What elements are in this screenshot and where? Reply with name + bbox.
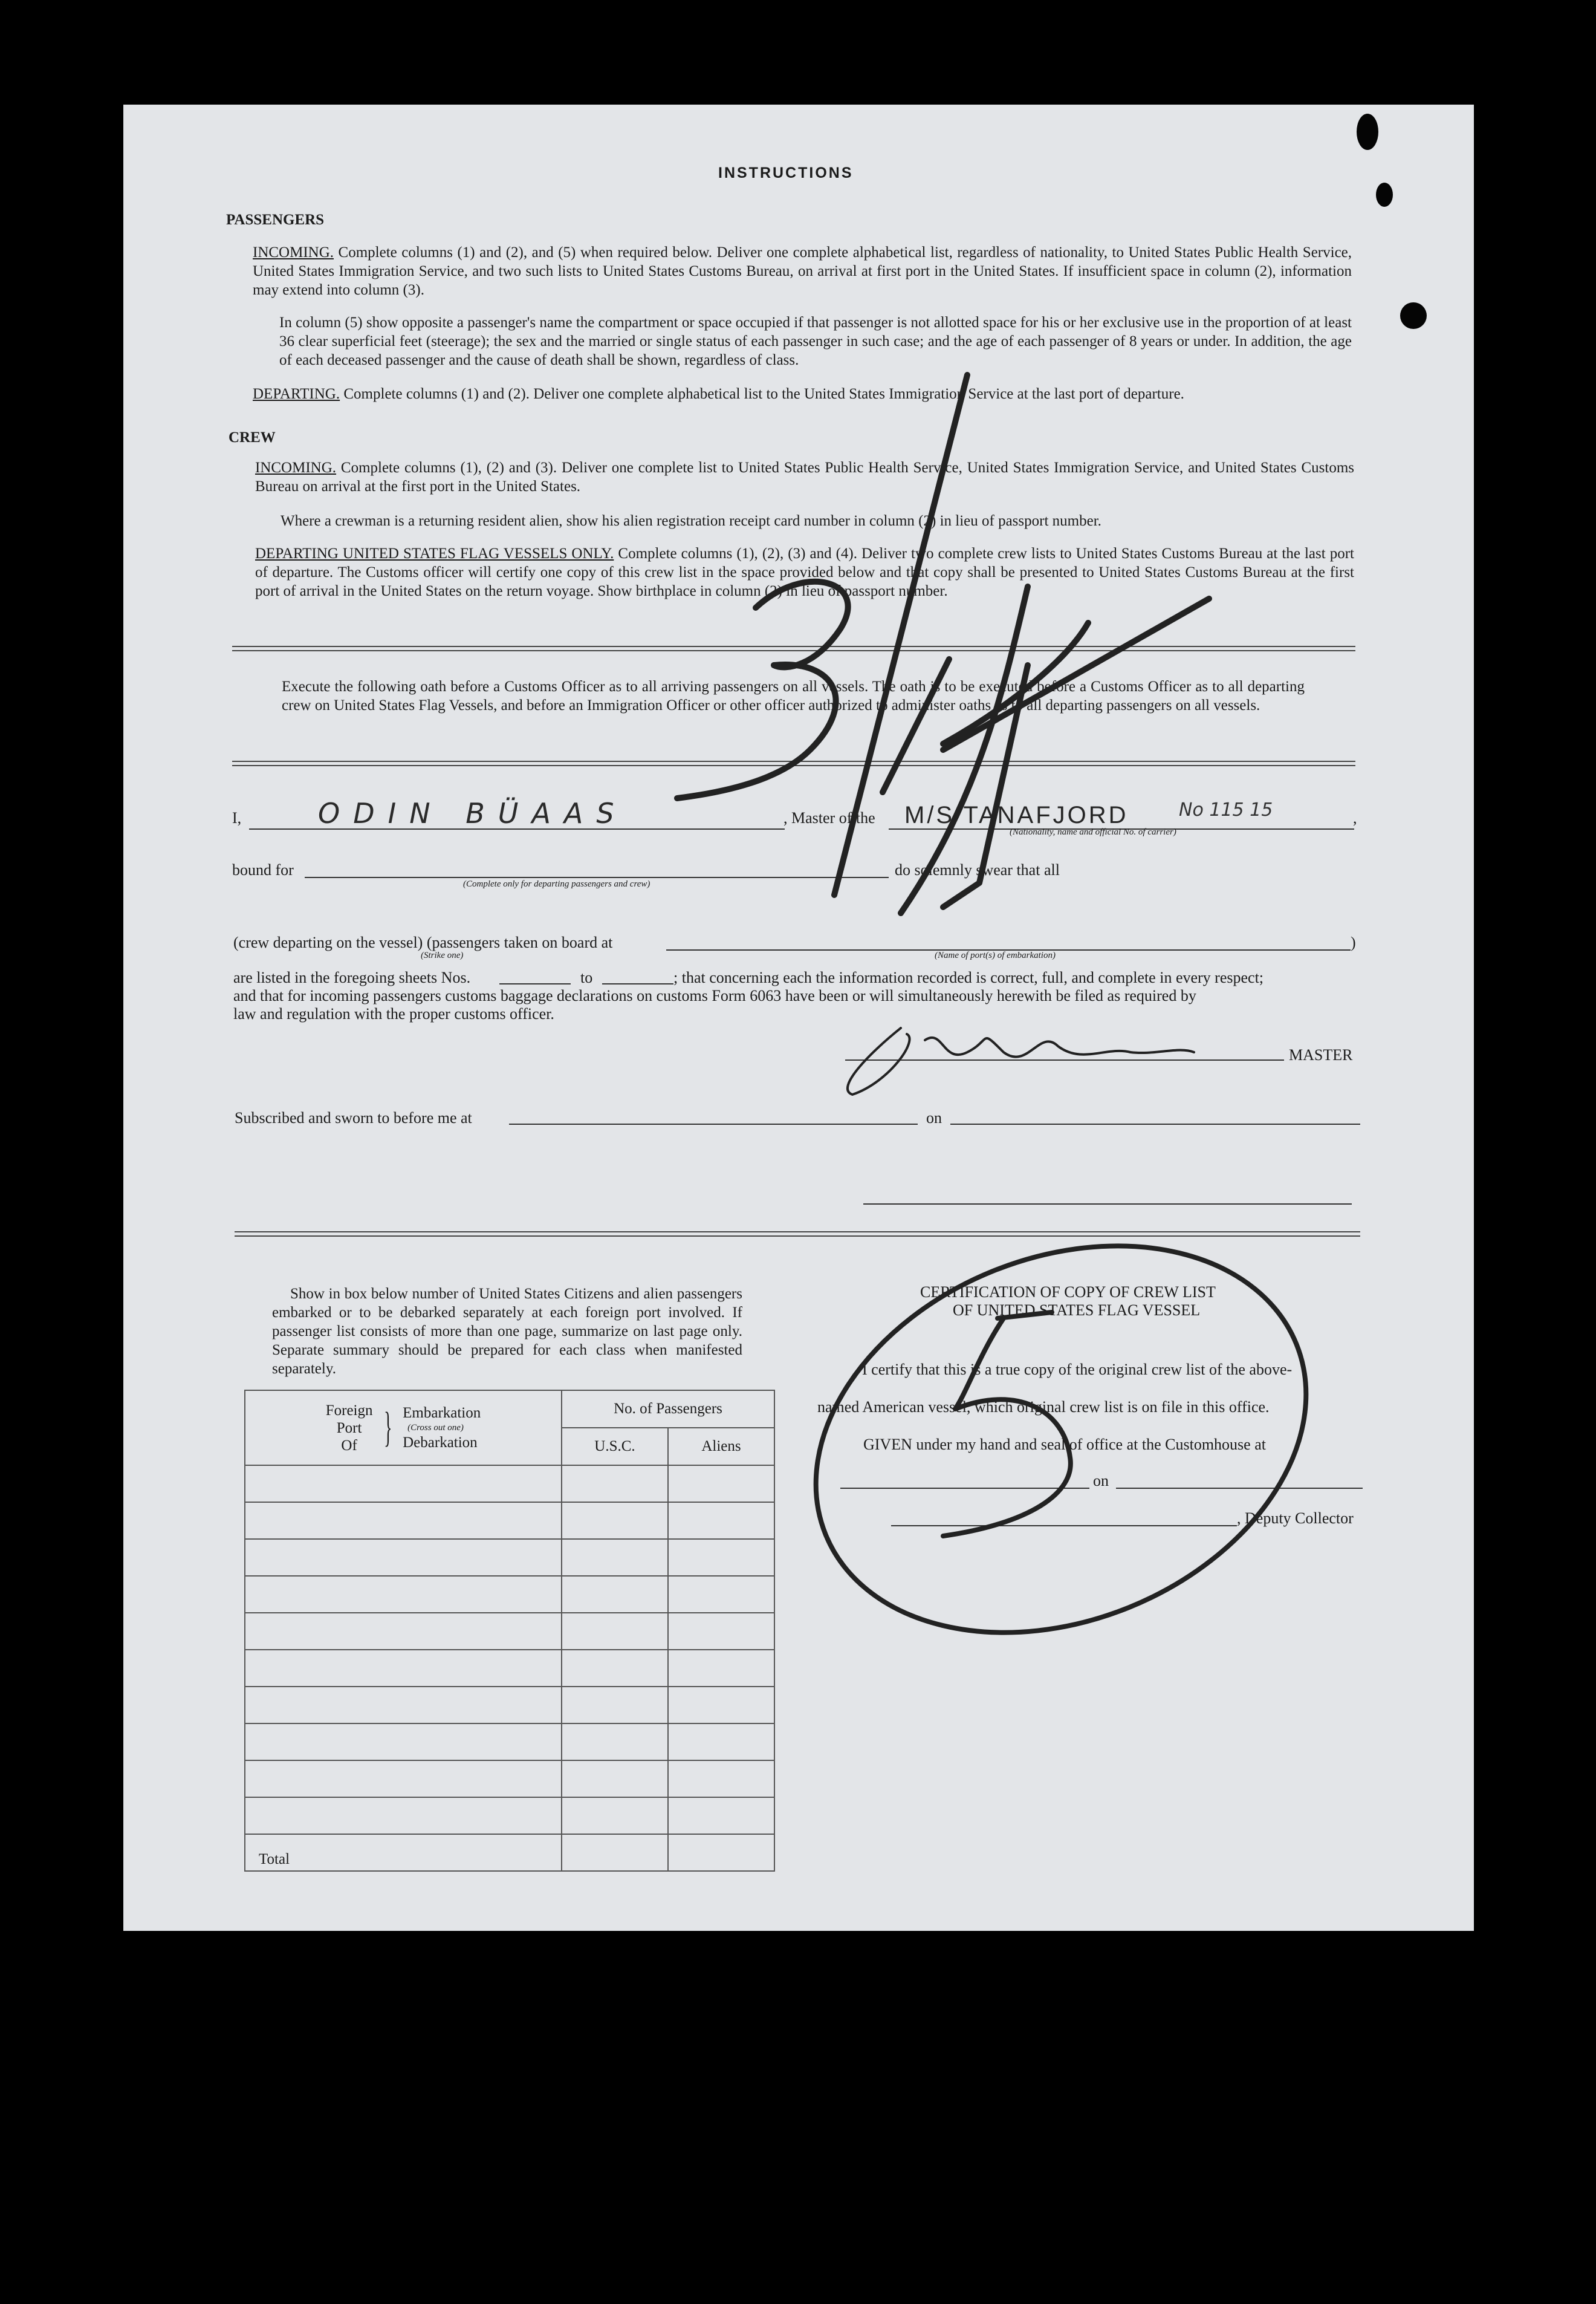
aliens-header: Aliens [668,1428,774,1465]
col-of: Of [341,1437,357,1454]
vessel-caption: (Nationality, name and official No. of carrier) [1010,827,1176,837]
comma: , [1353,809,1357,827]
passengers-incoming-col5: In column (5) show opposite a passenger's name the compartment or space occupied if that passenger is not allotted space for his or her exclusive use in the proportion of at least 36 clear superficial feet (steerage); the sex and the married or single status of each passenger in such case; and the age of each passenger of 8 years or under. In addition, the age of each deceased passenger and the cause of death shall be shown, regardless of class. [279,314,1352,368]
usc-header: U.S.C. [562,1428,668,1465]
summary-note: Show in box below number of United States Citizens and alien passengers embarked or to be debarked separately at each foreign port involved. If passenger list consists of more than one page, summarize on last page only. Separate summary should be prepared for each class when manifested separately. [272,1286,742,1377]
port-caption: (Name of port(s) of embarkation) [935,951,1056,960]
sheet-number-annotation [677,375,1209,913]
ink-blots [1357,114,1427,329]
swear-text: do solemnly swear that all [895,861,1060,879]
cert-text-2: named American vessel, which original crew list is on file in this office. [817,1398,1270,1416]
crew-departing-label: DEPARTING UNITED STATES FLAG VESSELS ONLY. [255,545,614,562]
col-embarkation: Embarkation [403,1405,481,1421]
master-signature [848,1028,1194,1095]
strike-caption: (Strike one) [421,951,464,960]
crew-incoming-label: INCOMING. [255,460,337,476]
passengers-header: No. of Passengers [562,1390,774,1428]
passengers-departing-text: Complete columns (1) and (2). Deliver one complete alphabetical list to the United States Immigration Service at the last port of departure. [343,386,1184,402]
listed-sheets-b: ; that concerning each the information recorded is correct, full, and complete in every respect; [673,969,1264,986]
brace-icon: } [383,1404,392,1451]
vessel-name: M/S TANAFJORD [904,802,1129,828]
crew-departing-text: Complete columns (1), (2), (3) and (4). Deliver two complete crew lists to United States Customs Bureau at the last port of departure. The Customs officer will certify one copy of this crew list in the space provided below and that copy shall be presented to United States Customs Bureau at the first port of arrival in the United States on the return voyage. Show birthplace in column (2) in lieu of passport number. [255,545,1354,599]
sworn-label: Subscribed and sworn to before me at [235,1109,472,1127]
instructions-title: INSTRUCTIONS [718,164,854,181]
passengers-heading: PASSENGERS [226,212,325,228]
cert-title-2: OF UNITED STATES FLAG VESSEL [953,1301,1201,1319]
col-debarkation: Debarkation [403,1434,478,1451]
col-cross: (Cross out one) [407,1423,464,1433]
crew-passengers-text: (crew departing on the vessel) (passengers taken on board at [233,934,613,951]
crew-incoming-resident: Where a crewman is a returning resident alien, show his alien registration receipt card number in column (2) in lieu of passport number. [281,513,1101,529]
oath-intro: Execute the following oath before a Customs Officer as to all arriving passengers on all vessels. The oath is to be executed before a Customs Officer as to all departing crew on United States Flag Vessels, and before an Immigration Officer or other officer authorized to administer oaths as to all departing passengers on all vessels. [282,679,1305,714]
col-port: Port [336,1419,362,1436]
cert-title-1: CERTIFICATION OF COPY OF CREW LIST [920,1283,1216,1301]
master-label: MASTER [1289,1046,1353,1064]
master-of-label: , Master of the [783,809,875,827]
passengers-incoming-text: Complete columns (1) and (2), and (5) when required below. Deliver one complete alphabetical list, regardless of nationality, to United States Public Health Service, United States Immigration Service, and two such lists to United States Customs Bureau, on arrival at first port in the United States. If insufficient space in column (2), information may extend into column (3). [253,244,1352,298]
sworn-on-label: on [926,1109,942,1127]
listed-sheets-c: and that for incoming passengers customs baggage declarations on customs Form 6063 have been or will simultaneously herewith be filed as required by [233,987,1196,1004]
listed-sheets-a: are listed in the foregoing sheets Nos. [233,969,471,986]
bound-for-label: bound for [232,861,294,879]
crew-incoming-text: Complete columns (1), (2) and (3). Deliver one complete list to United States Public Health Service, United States Immigration Service, and United States Customs Bureau on arrival at the first port in the United States. [255,460,1355,495]
cert-on-label: on [1093,1472,1109,1489]
crew-heading: CREW [229,429,276,446]
deputy-label: , Deputy Collector [1237,1509,1354,1527]
listed-to: to [580,969,593,986]
cert-text-3: GIVEN under my hand and seal of office at the Customhouse at [863,1436,1266,1453]
passengers-incoming-label: INCOMING. [253,244,334,261]
cert-text-1: I certify that this is a true copy of the original crew list of the above- [862,1361,1293,1378]
total-label: Total [245,1834,562,1871]
col-foreign: Foreign [325,1402,373,1419]
vessel-number-handwritten: No 115 15 [1179,799,1273,821]
master-name-handwritten: ODIN BÜAAS [318,797,628,830]
closing-paren: ) [1351,934,1356,951]
oath-i-label: I, [232,809,242,827]
circled-number-annotation [757,1176,1364,1703]
passengers-departing-label: DEPARTING. [253,386,340,402]
bound-caption: (Complete only for departing passengers and crew) [463,879,650,889]
listed-sheets-d: law and regulation with the proper customs officer. [233,1005,554,1023]
